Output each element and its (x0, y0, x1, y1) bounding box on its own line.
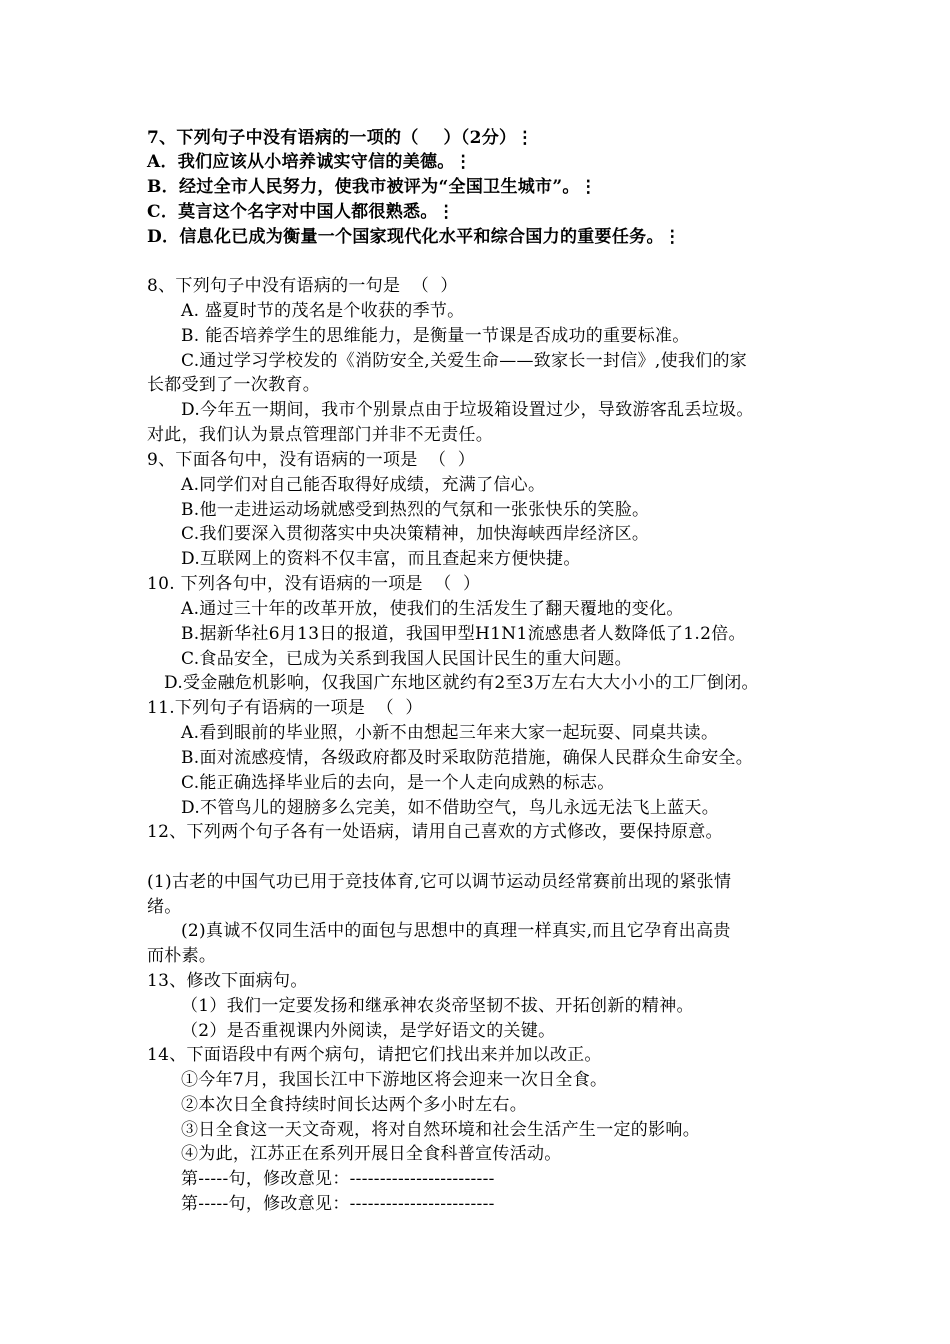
question-14-item-4: ④为此，江苏正在系列开展日全食科普宣传活动。 (181, 1144, 562, 1164)
question-11-option-a: A.看到眼前的毕业照，小新不由想起三年来大家一起玩耍、同桌共读。 (181, 723, 719, 743)
question-7-option-c: C．莫言这个名字对中国人都很熟悉。⋮ (147, 202, 455, 222)
question-8-option-c: C.通过学习学校发的《消防安全,关爱生命——致家长一封信》,使我们的家 (181, 351, 748, 371)
question-10-option-c: C.食品安全，已成为关系到我国人民国计民生的重大问题。 (181, 649, 632, 669)
question-8-option-a: A. 盛夏时节的茂名是个收获的季节。 (181, 301, 465, 321)
question-10-stem: 10. 下列各句中，没有语病的一项是 （ ） (147, 574, 481, 594)
question-10-option-b: B.据新华社6月13日的报道，我国甲型H1N1流感患者人数降低了1.2倍。 (181, 624, 746, 644)
question-11-option-d: D.不管鸟儿的翅膀多么完美，如不借助空气，鸟儿永远无法飞上蓝天。 (181, 798, 720, 818)
question-10-option-d: D.受金融危机影响，仅我国广东地区就约有2至3万左右大大小小的工厂倒闭。 (164, 673, 759, 693)
question-7-option-d: D．信息化已成为衡量一个国家现代化水平和综合国力的重要任务。⋮ (147, 227, 682, 247)
question-13-stem: 13、修改下面病句。 (147, 971, 308, 991)
question-7-option-b: B．经过全市人民努力，使我市被评为“全国卫生城市”。⋮ (147, 177, 598, 197)
question-9-stem: 9、下面各句中，没有语病的一项是 （ ） (147, 450, 476, 470)
question-14-answer-line-1[interactable]: 第-----句，修改意见：------------------------ (181, 1169, 495, 1189)
question-12-stem: 12、下列两个句子各有一处语病，请用自己喜欢的方式修改，要保持原意。 (147, 822, 723, 842)
question-11-option-b: B.面对流感疫情，各级政府都及时采取防范措施，确保人民群众生命安全。 (181, 748, 754, 768)
question-12-item-1-cont: 绪。 (147, 897, 182, 917)
question-12-item-1: (1)古老的中国气功已用于竞技体育,它可以调节运动员经常赛前出现的紧张情 (147, 872, 732, 892)
question-12-item-2-cont: 而朴素。 (147, 946, 217, 966)
question-9-option-c: C.我们要深入贯彻落实中央决策精神，加快海峡西岸经济区。 (181, 524, 650, 544)
question-8-option-c-cont: 长都受到了一次教育。 (147, 375, 320, 395)
question-14-answer-line-2[interactable]: 第-----句，修改意见：------------------------ (181, 1194, 495, 1214)
question-10-option-a: A.通过三十年的改革开放，使我们的生活发生了翻天覆地的变化。 (181, 599, 684, 619)
question-13-item-1: （1）我们一定要发扬和继承神农炎帝坚韧不拔、开拓创新的精神。 (181, 996, 694, 1016)
question-9-option-d: D.互联网上的资料不仅丰富，而且查起来方便快捷。 (181, 549, 581, 569)
question-9-option-a: A.同学们对自己能否取得好成绩，充满了信心。 (181, 475, 546, 495)
question-7-option-a: A．我们应该从小培养诚实守信的美德。⋮ (147, 152, 472, 172)
question-9-option-b: B.他一走进运动场就感受到热烈的气氛和一张张快乐的笑脸。 (181, 500, 650, 520)
question-11-stem: 11.下列句子有语病的一项是 （ ） (147, 698, 423, 718)
question-8-option-d: D.今年五一期间，我市个别景点由于垃圾箱设置过少，导致游客乱丢垃圾。 (181, 400, 754, 420)
question-8-option-d-cont: 对此，我们认为景点管理部门并非不无责任。 (147, 425, 493, 445)
question-8-stem: 8、下列句子中没有语病的一句是 （ ） (147, 276, 458, 296)
question-14-item-3: ③日全食这一天文奇观，将对自然环境和社会生活产生一定的影响。 (181, 1120, 700, 1140)
question-8-option-b: B. 能否培养学生的思维能力，是衡量一节课是否成功的重要标准。 (181, 326, 690, 346)
question-11-option-c: C.能正确选择毕业后的去向，是一个人走向成熟的标志。 (181, 773, 615, 793)
question-13-item-2: （2）是否重视课内外阅读，是学好语文的关键。 (181, 1021, 556, 1041)
question-14-item-1: ①今年7月，我国长江中下游地区将会迎来一次日全食。 (181, 1070, 608, 1090)
question-12-item-2: (2)真诚不仅同生活中的面包与思想中的真理一样真实,而且它孕育出高贵 (181, 921, 731, 941)
question-7-stem: 7、下列句子中没有语病的一项的（ ）（2分）⋮ (147, 128, 534, 148)
question-14-stem: 14、下面语段中有两个病句，请把它们找出来并加以改正。 (147, 1045, 602, 1065)
question-14-item-2: ②本次日全食持续时间长达两个多小时左右。 (181, 1095, 527, 1115)
